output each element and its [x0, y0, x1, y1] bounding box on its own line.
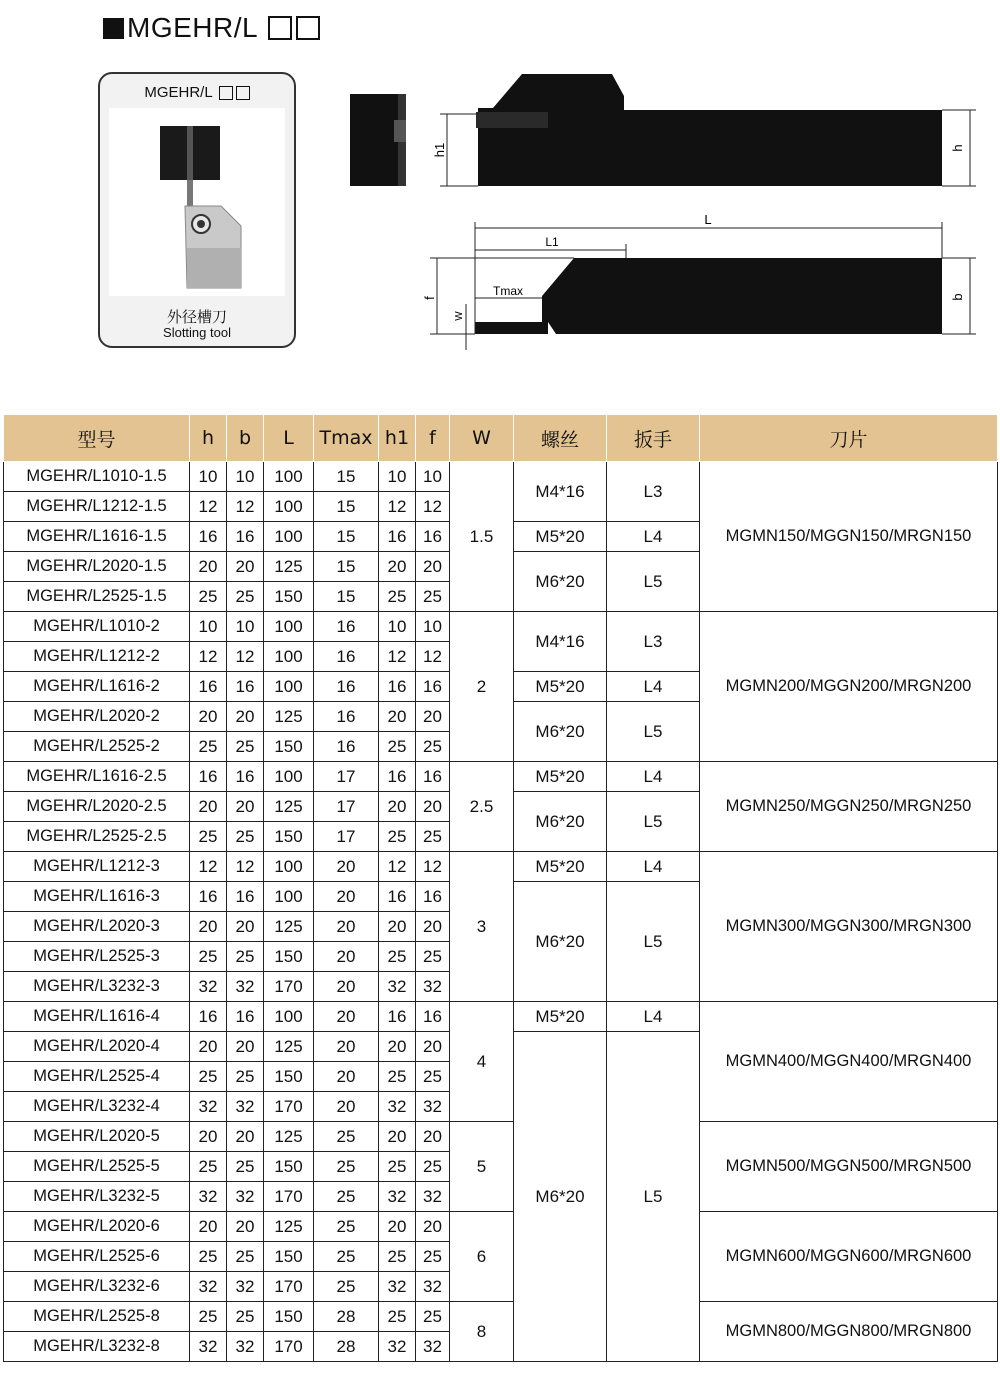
model-cell: MGEHR/L3232-3 [4, 972, 190, 1002]
screw-cell: M5*20 [514, 852, 607, 882]
dimension-cell: 20 [190, 792, 227, 822]
dimension-cell: 32 [416, 1272, 450, 1302]
dimension-cell: 16 [190, 762, 227, 792]
model-cell: MGEHR/L2020-4 [4, 1032, 190, 1062]
dimension-cell: 16 [314, 702, 379, 732]
column-header: b [227, 415, 264, 462]
dimension-cell: 10 [227, 462, 264, 492]
column-header: 扳手 [607, 415, 700, 462]
screw-cell: M6*20 [514, 882, 607, 1002]
model-cell: MGEHR/L1616-1.5 [4, 522, 190, 552]
dimension-cell: 25 [379, 732, 416, 762]
dimension-cell: 25 [227, 1242, 264, 1272]
model-cell: MGEHR/L2525-2 [4, 732, 190, 762]
wrench-cell: L4 [607, 852, 700, 882]
dimension-cell: 25 [416, 1302, 450, 1332]
dimension-cell: 32 [379, 1092, 416, 1122]
dimension-cell: 20 [227, 912, 264, 942]
dimension-cell: 12 [379, 642, 416, 672]
column-header: h [190, 415, 227, 462]
dimension-cell: 100 [264, 612, 314, 642]
dimension-cell: 100 [264, 522, 314, 552]
dimension-cell: 125 [264, 1032, 314, 1062]
wrench-cell: L5 [607, 1032, 700, 1362]
column-header: 型号 [4, 415, 190, 462]
dimension-cell: 20 [314, 1062, 379, 1092]
dimension-cell: 20 [416, 792, 450, 822]
table-row [4, 612, 998, 642]
dimension-cell: 25 [190, 1242, 227, 1272]
w-cell: 4 [450, 1002, 514, 1122]
dimension-cell: 12 [416, 852, 450, 882]
wrench-cell: L5 [607, 552, 700, 612]
spec-table [3, 414, 998, 1362]
screw-cell: M6*20 [514, 702, 607, 762]
dimension-cell: 25 [314, 1272, 379, 1302]
wrench-cell: L4 [607, 672, 700, 702]
insert-cell: MGMN150/MGGN150/MRGN150 [700, 462, 998, 612]
dimension-cell: 12 [190, 642, 227, 672]
dimension-cell: 20 [314, 882, 379, 912]
screw-cell: M6*20 [514, 1032, 607, 1362]
column-header: h1 [379, 415, 416, 462]
model-cell: MGEHR/L2020-5 [4, 1122, 190, 1152]
dimension-cell: 10 [227, 612, 264, 642]
dimension-cell: 32 [379, 1182, 416, 1212]
dimension-cell: 28 [314, 1302, 379, 1332]
dimension-cell: 16 [227, 882, 264, 912]
title-text: MGEHR/L [127, 12, 259, 43]
dimension-cell: 20 [190, 1212, 227, 1242]
dimension-cell: 16 [416, 882, 450, 912]
dimension-cell: 16 [416, 522, 450, 552]
dimension-cell: 25 [379, 1152, 416, 1182]
model-cell: MGEHR/L1616-2 [4, 672, 190, 702]
dimension-cell: 25 [227, 822, 264, 852]
end-view [350, 94, 406, 186]
dimension-cell: 32 [227, 1332, 264, 1362]
dimension-cell: 32 [416, 1332, 450, 1362]
dimension-cell: 20 [227, 792, 264, 822]
dimension-cell: 20 [227, 552, 264, 582]
dimension-cell: 16 [227, 1002, 264, 1032]
dimension-cell: 125 [264, 792, 314, 822]
model-cell: MGEHR/L1616-4 [4, 1002, 190, 1032]
model-cell: MGEHR/L1616-2.5 [4, 762, 190, 792]
dimension-cell: 25 [190, 942, 227, 972]
dimension-cell: 20 [379, 792, 416, 822]
dimension-cell: 20 [314, 1092, 379, 1122]
column-header: Tmax [314, 415, 379, 462]
dimension-cell: 125 [264, 1212, 314, 1242]
dimension-cell: 170 [264, 1332, 314, 1362]
table-row [4, 852, 998, 882]
dimension-cell: 25 [379, 1302, 416, 1332]
table-row [4, 762, 998, 792]
dimension-cell: 20 [190, 912, 227, 942]
screw-cell: M5*20 [514, 522, 607, 552]
label-b: b [950, 293, 965, 301]
dimension-cell: 15 [314, 462, 379, 492]
model-cell: MGEHR/L3232-6 [4, 1272, 190, 1302]
dimension-cell: 20 [190, 552, 227, 582]
label-W: W [454, 311, 465, 321]
model-cell: MGEHR/L3232-8 [4, 1332, 190, 1362]
model-cell: MGEHR/L2525-8 [4, 1302, 190, 1332]
dimension-cell: 16 [379, 672, 416, 702]
dimension-cell: 25 [227, 1302, 264, 1332]
dimension-cell: 15 [314, 582, 379, 612]
screw-cell: M5*20 [514, 672, 607, 702]
dimension-cell: 100 [264, 462, 314, 492]
dimension-cell: 100 [264, 1002, 314, 1032]
w-cell: 2 [450, 612, 514, 762]
dimension-cell: 20 [416, 552, 450, 582]
label-Tmax: Tmax [493, 284, 523, 298]
screw-cell: M6*20 [514, 552, 607, 612]
dimension-cell: 20 [190, 1032, 227, 1062]
table-row [4, 1212, 998, 1242]
label-L: L [704, 212, 712, 227]
dimension-cell: 125 [264, 912, 314, 942]
dimension-cell: 150 [264, 582, 314, 612]
dimension-cell: 32 [379, 1272, 416, 1302]
dimension-cell: 20 [314, 942, 379, 972]
dimension-cell: 20 [416, 702, 450, 732]
dimension-cell: 20 [379, 702, 416, 732]
dimension-cell: 25 [416, 1242, 450, 1272]
model-cell: MGEHR/L2020-2.5 [4, 792, 190, 822]
w-cell: 3 [450, 852, 514, 1002]
dimension-cell: 32 [227, 1182, 264, 1212]
dimension-cell: 25 [190, 732, 227, 762]
screw-cell: M4*16 [514, 612, 607, 672]
dimension-cell: 25 [416, 732, 450, 762]
model-cell: MGEHR/L1616-3 [4, 882, 190, 912]
label-h1: h1 [432, 142, 447, 158]
dimension-cell: 25 [227, 1152, 264, 1182]
dimension-cell: 28 [314, 1332, 379, 1362]
column-header: 螺丝 [514, 415, 607, 462]
dimension-cell: 25 [314, 1212, 379, 1242]
dimension-cell: 25 [227, 942, 264, 972]
wrench-cell: L5 [607, 792, 700, 852]
screw-cell: M4*16 [514, 462, 607, 522]
dimension-cell: 32 [190, 1182, 227, 1212]
dimension-cell: 12 [190, 492, 227, 522]
dimension-cell: 125 [264, 702, 314, 732]
dimension-cell: 150 [264, 1152, 314, 1182]
dimension-cell: 32 [227, 972, 264, 1002]
dimension-cell: 20 [416, 912, 450, 942]
dimension-cell: 25 [416, 1062, 450, 1092]
dimension-cell: 20 [379, 912, 416, 942]
model-cell: MGEHR/L2020-1.5 [4, 552, 190, 582]
model-cell: MGEHR/L1212-2 [4, 642, 190, 672]
card-name-en: Slotting tool [163, 325, 231, 340]
dimension-cell: 32 [190, 1092, 227, 1122]
dimension-cell: 10 [190, 612, 227, 642]
dimension-cell: 16 [190, 672, 227, 702]
dimension-cell: 20 [379, 1212, 416, 1242]
dimension-cell: 32 [227, 1092, 264, 1122]
dimension-cell: 12 [416, 492, 450, 522]
insert-cell: MGMN200/MGGN200/MRGN200 [700, 612, 998, 762]
dimension-cell: 20 [416, 1032, 450, 1062]
side-view [440, 74, 976, 186]
dimension-cell: 16 [379, 522, 416, 552]
model-cell: MGEHR/L2525-1.5 [4, 582, 190, 612]
model-cell: MGEHR/L2020-3 [4, 912, 190, 942]
dimension-cell: 20 [379, 1122, 416, 1152]
dimension-cell: 20 [227, 702, 264, 732]
model-cell: MGEHR/L2020-6 [4, 1212, 190, 1242]
dimension-cell: 20 [190, 1122, 227, 1152]
table-row [4, 1002, 998, 1032]
model-cell: MGEHR/L2525-6 [4, 1242, 190, 1272]
dimension-cell: 20 [190, 702, 227, 732]
dimension-cell: 25 [416, 1152, 450, 1182]
insert-cell: MGMN500/MGGN500/MRGN500 [700, 1122, 998, 1212]
dimension-cell: 25 [379, 942, 416, 972]
dimension-cell: 12 [227, 852, 264, 882]
insert-cell: MGMN250/MGGN250/MRGN250 [700, 762, 998, 852]
dimension-cell: 12 [416, 642, 450, 672]
dimension-cell: 25 [190, 822, 227, 852]
dimension-cell: 16 [227, 672, 264, 702]
w-cell: 2.5 [450, 762, 514, 852]
dimension-cell: 25 [314, 1182, 379, 1212]
dimension-cell: 20 [314, 1002, 379, 1032]
dimension-cell: 25 [379, 1242, 416, 1272]
dimension-cell: 17 [314, 762, 379, 792]
dimension-cell: 170 [264, 1092, 314, 1122]
dimension-cell: 12 [227, 492, 264, 522]
dimension-cell: 10 [379, 612, 416, 642]
wrench-cell: L4 [607, 522, 700, 552]
dimension-cell: 20 [379, 552, 416, 582]
dimension-cell: 20 [416, 1122, 450, 1152]
column-header: 刀片 [700, 415, 998, 462]
dimension-cell: 12 [379, 852, 416, 882]
dimension-cell: 16 [227, 522, 264, 552]
wrench-cell: L4 [607, 1002, 700, 1032]
dimension-cell: 20 [314, 912, 379, 942]
dimension-cell: 25 [379, 1062, 416, 1092]
dimension-cell: 20 [416, 1212, 450, 1242]
wrench-cell: L3 [607, 612, 700, 672]
dimension-cell: 16 [227, 762, 264, 792]
screw-cell: M5*20 [514, 1002, 607, 1032]
dimension-cell: 10 [190, 462, 227, 492]
model-cell: MGEHR/L3232-5 [4, 1182, 190, 1212]
dimension-cell: 16 [314, 672, 379, 702]
dimension-cell: 150 [264, 942, 314, 972]
table-row [4, 462, 998, 492]
model-cell: MGEHR/L2020-2 [4, 702, 190, 732]
dimension-cell: 32 [190, 972, 227, 1002]
dimension-cell: 17 [314, 792, 379, 822]
dimension-cell: 170 [264, 972, 314, 1002]
column-header: L [264, 415, 314, 462]
dimension-cell: 15 [314, 522, 379, 552]
insert-cell: MGMN400/MGGN400/MRGN400 [700, 1002, 998, 1122]
model-cell: MGEHR/L1010-1.5 [4, 462, 190, 492]
dimension-cell: 32 [190, 1272, 227, 1302]
wrench-cell: L5 [607, 882, 700, 1002]
dimension-cell: 25 [190, 1062, 227, 1092]
table-header-row [4, 415, 998, 462]
w-cell: 8 [450, 1302, 514, 1362]
label-h: h [950, 144, 965, 152]
dimension-cell: 100 [264, 762, 314, 792]
w-cell: 1.5 [450, 462, 514, 612]
w-cell: 5 [450, 1122, 514, 1212]
model-cell: MGEHR/L3232-4 [4, 1092, 190, 1122]
dimension-cell: 12 [379, 492, 416, 522]
model-cell: MGEHR/L2525-3 [4, 942, 190, 972]
dimension-cell: 25 [314, 1242, 379, 1272]
dimension-cell: 16 [190, 882, 227, 912]
card-title-text: MGEHR/L [144, 84, 213, 101]
wrench-cell: L3 [607, 462, 700, 522]
dimension-cell: 25 [190, 582, 227, 612]
dimension-cell: 100 [264, 492, 314, 522]
dimension-cell: 25 [379, 582, 416, 612]
dimension-cell: 25 [227, 582, 264, 612]
dimension-cell: 25 [190, 1152, 227, 1182]
dimension-cell: 25 [227, 732, 264, 762]
dimension-cell: 17 [314, 822, 379, 852]
dimension-cell: 25 [416, 942, 450, 972]
dimension-cell: 25 [379, 822, 416, 852]
dimension-cell: 32 [379, 972, 416, 1002]
dimension-cell: 125 [264, 1122, 314, 1152]
dimension-cell: 25 [314, 1152, 379, 1182]
dimension-cell: 10 [416, 462, 450, 492]
model-cell: MGEHR/L2525-4 [4, 1062, 190, 1092]
dimension-cell: 16 [379, 882, 416, 912]
dimension-cell: 16 [314, 642, 379, 672]
table-row [4, 1302, 998, 1332]
column-header: f [416, 415, 450, 462]
dimension-cell: 16 [190, 522, 227, 552]
dimension-cell: 16 [314, 732, 379, 762]
wrench-cell: L4 [607, 762, 700, 792]
dimension-cell: 170 [264, 1182, 314, 1212]
model-cell: MGEHR/L1010-2 [4, 612, 190, 642]
dimension-cell: 16 [190, 1002, 227, 1032]
dimension-cell: 25 [314, 1122, 379, 1152]
model-cell: MGEHR/L1212-3 [4, 852, 190, 882]
dimension-cell: 16 [379, 1002, 416, 1032]
dimension-cell: 150 [264, 1062, 314, 1092]
screw-cell: M5*20 [514, 762, 607, 792]
dimension-cell: 15 [314, 552, 379, 582]
wrench-cell: L5 [607, 702, 700, 762]
dimension-cell: 25 [416, 582, 450, 612]
dimension-cell: 20 [379, 1032, 416, 1062]
dimension-cell: 32 [416, 1182, 450, 1212]
dimension-cell: 150 [264, 822, 314, 852]
dimension-cell: 150 [264, 732, 314, 762]
table-body [4, 462, 998, 1362]
dimension-cell: 20 [314, 972, 379, 1002]
dimension-cell: 15 [314, 492, 379, 522]
dimension-cell: 16 [314, 612, 379, 642]
dimension-cell: 25 [227, 1062, 264, 1092]
dimension-cell: 20 [227, 1122, 264, 1152]
dimension-cell: 32 [416, 972, 450, 1002]
screw-cell: M6*20 [514, 792, 607, 852]
dimension-cell: 150 [264, 1302, 314, 1332]
dimension-cell: 16 [416, 1002, 450, 1032]
dimension-cell: 12 [227, 642, 264, 672]
insert-cell: MGMN600/MGGN600/MRGN600 [700, 1212, 998, 1302]
model-cell: MGEHR/L2525-5 [4, 1152, 190, 1182]
w-cell: 6 [450, 1212, 514, 1302]
label-f: f [422, 296, 437, 300]
insert-cell: MGMN300/MGGN300/MRGN300 [700, 852, 998, 1002]
insert-cell: MGMN800/MGGN800/MRGN800 [700, 1302, 998, 1362]
dimension-cell: 125 [264, 552, 314, 582]
technical-drawing [0, 0, 1000, 380]
dimension-cell: 25 [190, 1302, 227, 1332]
dimension-cell: 100 [264, 882, 314, 912]
dimension-cell: 32 [227, 1272, 264, 1302]
dimension-cell: 32 [379, 1332, 416, 1362]
dimension-cell: 20 [314, 1032, 379, 1062]
dimension-cell: 170 [264, 1272, 314, 1302]
card-name-cn: 外径槽刀 [166, 308, 227, 326]
dimension-cell: 150 [264, 1242, 314, 1272]
dimension-cell: 10 [416, 612, 450, 642]
column-header: W [450, 415, 514, 462]
dimension-cell: 25 [416, 822, 450, 852]
model-cell: MGEHR/L2525-2.5 [4, 822, 190, 852]
dimension-cell: 20 [227, 1032, 264, 1062]
dimension-cell: 12 [190, 852, 227, 882]
dimension-cell: 16 [379, 762, 416, 792]
dimension-cell: 16 [416, 672, 450, 702]
dimension-cell: 10 [379, 462, 416, 492]
dimension-cell: 32 [190, 1332, 227, 1362]
table-row [4, 1122, 998, 1152]
dimension-cell: 100 [264, 672, 314, 702]
dimension-cell: 20 [227, 1212, 264, 1242]
dimension-cell: 100 [264, 642, 314, 672]
dimension-cell: 32 [416, 1092, 450, 1122]
dimension-cell: 100 [264, 852, 314, 882]
label-L1: L1 [545, 235, 559, 249]
dimension-cell: 20 [314, 852, 379, 882]
model-cell: MGEHR/L1212-1.5 [4, 492, 190, 522]
dimension-cell: 16 [416, 762, 450, 792]
